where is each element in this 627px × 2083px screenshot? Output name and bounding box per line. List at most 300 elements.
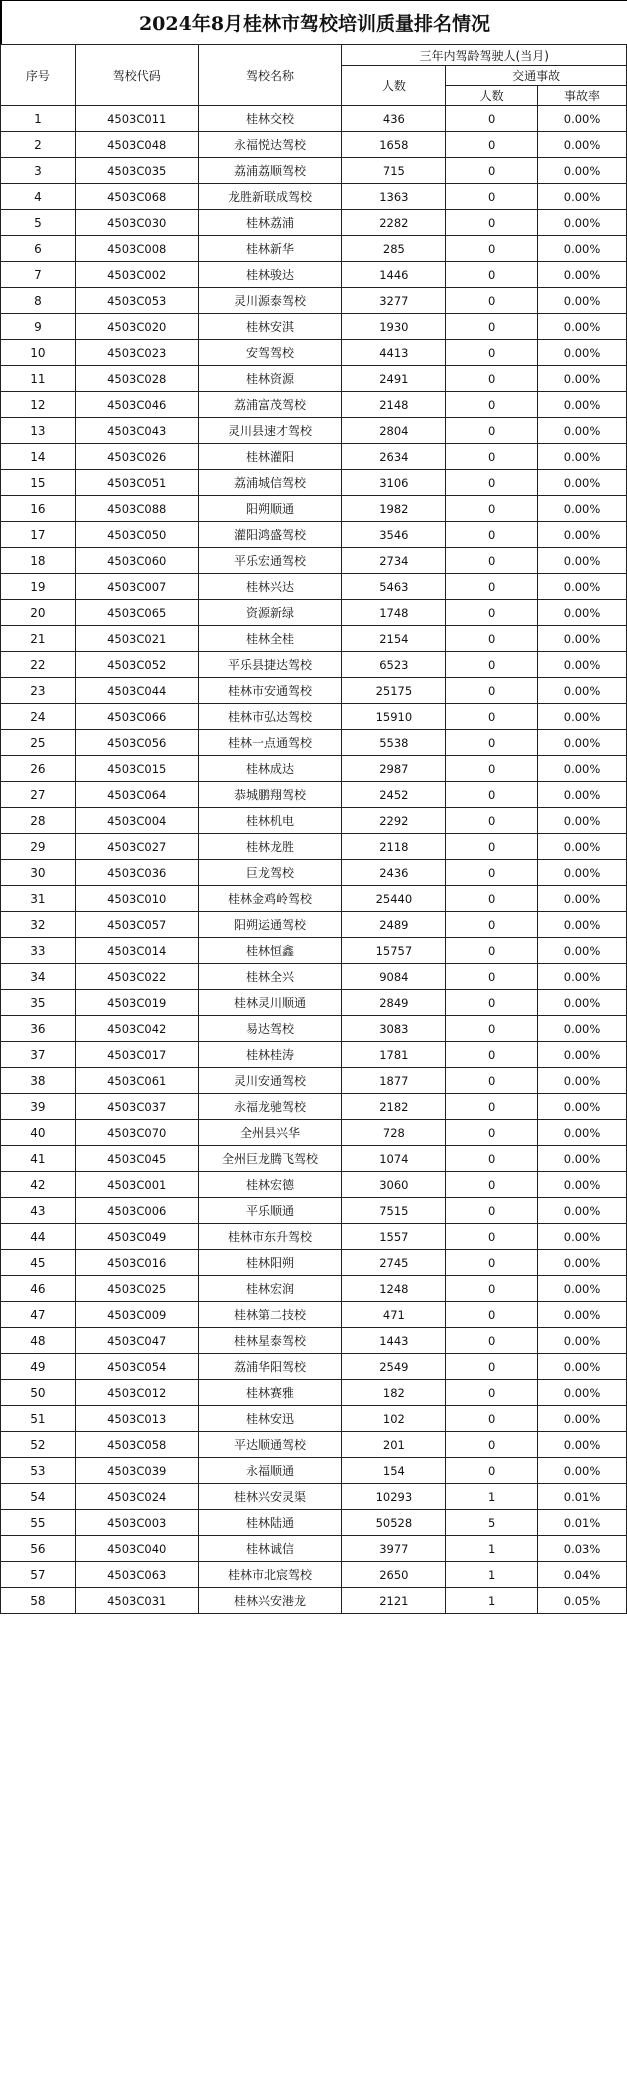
cell-acc-count: 0 [446,210,538,236]
cell-count: 10293 [342,1484,446,1510]
cell-count: 1446 [342,262,446,288]
table-row [1,1250,627,1276]
cell-code: 4503C044 [75,678,198,704]
cell-acc-rate: 0.00% [538,1016,627,1042]
cell-code: 4503C070 [75,1120,198,1146]
cell-count: 3977 [342,1536,446,1562]
cell-name: 桂林灌阳 [198,444,342,470]
cell-acc-count: 0 [446,652,538,678]
cell-name: 龙胜新联成驾校 [198,184,342,210]
cell-acc-count: 0 [446,366,538,392]
cell-name: 平达顺通驾校 [198,1432,342,1458]
table-row [1,600,627,626]
cell-name: 永福悦达驾校 [198,132,342,158]
cell-name: 荔浦荔顺驾校 [198,158,342,184]
cell-acc-rate: 0.00% [538,184,627,210]
cell-count: 7515 [342,1198,446,1224]
cell-count: 5463 [342,574,446,600]
cell-name: 桂林全兴 [198,964,342,990]
cell-seq: 18 [1,548,76,574]
cell-code: 4503C021 [75,626,198,652]
cell-name: 桂林荔浦 [198,210,342,236]
cell-name: 桂林赛雅 [198,1380,342,1406]
cell-count: 715 [342,158,446,184]
table-row [1,1042,627,1068]
cell-seq: 31 [1,886,76,912]
cell-seq: 14 [1,444,76,470]
cell-acc-rate: 0.00% [538,860,627,886]
cell-seq: 15 [1,470,76,496]
header-count: 人数 [342,66,446,106]
cell-acc-rate: 0.00% [538,1354,627,1380]
cell-count: 285 [342,236,446,262]
cell-count: 2148 [342,392,446,418]
cell-code: 4503C057 [75,912,198,938]
cell-seq: 43 [1,1198,76,1224]
table-row [1,860,627,886]
ranking-table [0,44,627,1614]
table-row [1,470,627,496]
cell-acc-count: 0 [446,262,538,288]
cell-acc-rate: 0.00% [538,912,627,938]
cell-seq: 47 [1,1302,76,1328]
cell-count: 3546 [342,522,446,548]
cell-acc-rate: 0.00% [538,1172,627,1198]
cell-code: 4503C050 [75,522,198,548]
cell-code: 4503C063 [75,1562,198,1588]
cell-count: 50528 [342,1510,446,1536]
cell-acc-count: 0 [446,1042,538,1068]
cell-acc-rate: 0.00% [538,210,627,236]
cell-name: 荔浦华阳驾校 [198,1354,342,1380]
cell-code: 4503C007 [75,574,198,600]
table-row [1,574,627,600]
cell-seq: 3 [1,158,76,184]
cell-name: 桂林市安通驾校 [198,678,342,704]
table-row [1,1302,627,1328]
cell-seq: 56 [1,1536,76,1562]
cell-name: 桂林市东升驾校 [198,1224,342,1250]
cell-acc-rate: 0.00% [538,522,627,548]
cell-seq: 35 [1,990,76,1016]
cell-name: 桂林阳朔 [198,1250,342,1276]
table-row [1,184,627,210]
cell-count: 2489 [342,912,446,938]
cell-acc-rate: 0.00% [538,1406,627,1432]
cell-count: 728 [342,1120,446,1146]
cell-code: 4503C004 [75,808,198,834]
cell-count: 2650 [342,1562,446,1588]
cell-code: 4503C020 [75,314,198,340]
table-row [1,1094,627,1120]
cell-name: 桂林兴安灵渠 [198,1484,342,1510]
header-acc-count: 人数 [446,86,538,106]
cell-acc-rate: 0.00% [538,1250,627,1276]
cell-acc-count: 0 [446,184,538,210]
cell-seq: 20 [1,600,76,626]
cell-acc-count: 0 [446,1224,538,1250]
cell-acc-count: 0 [446,860,538,886]
cell-acc-count: 0 [446,886,538,912]
cell-name: 桂林全桂 [198,626,342,652]
cell-acc-count: 0 [446,964,538,990]
cell-name: 桂林陆通 [198,1510,342,1536]
cell-acc-rate: 0.00% [538,808,627,834]
cell-name: 阳朔顺通 [198,496,342,522]
cell-seq: 19 [1,574,76,600]
cell-acc-count: 0 [446,1380,538,1406]
cell-acc-rate: 0.00% [538,782,627,808]
cell-name: 桂林安迅 [198,1406,342,1432]
cell-code: 4503C037 [75,1094,198,1120]
cell-seq: 38 [1,1068,76,1094]
cell-name: 桂林星泰驾校 [198,1328,342,1354]
table-row [1,262,627,288]
cell-code: 4503C045 [75,1146,198,1172]
cell-acc-rate: 0.00% [538,1042,627,1068]
cell-code: 4503C035 [75,158,198,184]
cell-name: 全州县兴华 [198,1120,342,1146]
table-row [1,1146,627,1172]
cell-acc-rate: 0.00% [538,236,627,262]
table-row [1,158,627,184]
cell-count: 471 [342,1302,446,1328]
cell-acc-count: 0 [446,522,538,548]
cell-seq: 12 [1,392,76,418]
cell-name: 平乐县捷达驾校 [198,652,342,678]
header-code: 驾校代码 [75,45,198,106]
cell-count: 2734 [342,548,446,574]
table-row [1,1354,627,1380]
cell-count: 2118 [342,834,446,860]
cell-code: 4503C012 [75,1380,198,1406]
cell-name: 桂林兴安港龙 [198,1588,342,1614]
cell-seq: 57 [1,1562,76,1588]
cell-code: 4503C047 [75,1328,198,1354]
cell-acc-count: 0 [446,1146,538,1172]
table-row [1,964,627,990]
cell-acc-count: 0 [446,678,538,704]
cell-name: 桂林金鸡岭驾校 [198,886,342,912]
cell-count: 5538 [342,730,446,756]
cell-count: 15910 [342,704,446,730]
cell-acc-rate: 0.00% [538,392,627,418]
cell-code: 4503C026 [75,444,198,470]
cell-seq: 34 [1,964,76,990]
cell-acc-count: 0 [446,574,538,600]
cell-seq: 28 [1,808,76,834]
cell-seq: 51 [1,1406,76,1432]
cell-name: 永福龙驰驾校 [198,1094,342,1120]
table-row [1,522,627,548]
table-row [1,548,627,574]
cell-acc-count: 0 [446,1198,538,1224]
cell-count: 1443 [342,1328,446,1354]
cell-acc-count: 0 [446,782,538,808]
cell-count: 3106 [342,470,446,496]
cell-seq: 50 [1,1380,76,1406]
cell-seq: 17 [1,522,76,548]
cell-count: 1557 [342,1224,446,1250]
cell-acc-count: 0 [446,938,538,964]
cell-count: 4413 [342,340,446,366]
table-row [1,1406,627,1432]
cell-seq: 9 [1,314,76,340]
cell-code: 4503C051 [75,470,198,496]
cell-acc-rate: 0.00% [538,626,627,652]
cell-count: 3277 [342,288,446,314]
cell-acc-count: 1 [446,1484,538,1510]
cell-acc-rate: 0.00% [538,1198,627,1224]
cell-acc-rate: 0.00% [538,678,627,704]
cell-seq: 53 [1,1458,76,1484]
table-row [1,782,627,808]
cell-acc-rate: 0.00% [538,418,627,444]
cell-name: 桂林新华 [198,236,342,262]
cell-count: 1248 [342,1276,446,1302]
table-row [1,1588,627,1614]
cell-code: 4503C049 [75,1224,198,1250]
table-row [1,1276,627,1302]
cell-code: 4503C068 [75,184,198,210]
cell-seq: 33 [1,938,76,964]
cell-code: 4503C065 [75,600,198,626]
cell-code: 4503C024 [75,1484,198,1510]
cell-acc-count: 0 [446,340,538,366]
table-row [1,444,627,470]
header-name: 驾校名称 [198,45,342,106]
cell-count: 2634 [342,444,446,470]
cell-code: 4503C040 [75,1536,198,1562]
cell-acc-rate: 0.00% [538,340,627,366]
cell-acc-count: 0 [446,1068,538,1094]
cell-seq: 23 [1,678,76,704]
cell-name: 桂林市弘达驾校 [198,704,342,730]
cell-seq: 37 [1,1042,76,1068]
cell-acc-rate: 0.00% [538,470,627,496]
cell-name: 桂林机电 [198,808,342,834]
cell-code: 4503C009 [75,1302,198,1328]
cell-acc-rate: 0.00% [538,756,627,782]
cell-name: 桂林一点通驾校 [198,730,342,756]
cell-code: 4503C013 [75,1406,198,1432]
table-row [1,1016,627,1042]
cell-code: 4503C066 [75,704,198,730]
cell-name: 全州巨龙腾飞驾校 [198,1146,342,1172]
cell-name: 桂林骏达 [198,262,342,288]
table-row [1,834,627,860]
cell-acc-rate: 0.00% [538,834,627,860]
table-row [1,938,627,964]
cell-acc-rate: 0.00% [538,496,627,522]
cell-name: 桂林灵川顺通 [198,990,342,1016]
cell-acc-count: 0 [446,626,538,652]
cell-count: 2987 [342,756,446,782]
cell-acc-count: 0 [446,1328,538,1354]
cell-name: 平乐宏通驾校 [198,548,342,574]
cell-acc-rate: 0.01% [538,1484,627,1510]
cell-code: 4503C046 [75,392,198,418]
cell-code: 4503C010 [75,886,198,912]
cell-acc-rate: 0.00% [538,1068,627,1094]
cell-seq: 42 [1,1172,76,1198]
cell-seq: 4 [1,184,76,210]
cell-acc-count: 0 [446,548,538,574]
table-row [1,1328,627,1354]
cell-seq: 29 [1,834,76,860]
table-row [1,392,627,418]
cell-acc-count: 0 [446,1432,538,1458]
cell-seq: 30 [1,860,76,886]
cell-acc-count: 0 [446,392,538,418]
cell-acc-count: 0 [446,1172,538,1198]
cell-acc-rate: 0.00% [538,548,627,574]
cell-code: 4503C015 [75,756,198,782]
table-row [1,288,627,314]
cell-seq: 11 [1,366,76,392]
cell-acc-rate: 0.00% [538,964,627,990]
cell-count: 2154 [342,626,446,652]
cell-seq: 48 [1,1328,76,1354]
table-row [1,886,627,912]
cell-acc-count: 0 [446,1120,538,1146]
cell-acc-count: 1 [446,1536,538,1562]
cell-acc-count: 0 [446,418,538,444]
cell-code: 4503C030 [75,210,198,236]
cell-acc-rate: 0.00% [538,574,627,600]
cell-acc-count: 0 [446,704,538,730]
cell-acc-rate: 0.00% [538,704,627,730]
table-row [1,730,627,756]
cell-acc-rate: 0.00% [538,886,627,912]
cell-seq: 25 [1,730,76,756]
cell-acc-count: 0 [446,314,538,340]
cell-count: 154 [342,1458,446,1484]
cell-count: 2292 [342,808,446,834]
cell-acc-count: 0 [446,1406,538,1432]
cell-acc-count: 0 [446,132,538,158]
table-body [1,106,627,1614]
table-row [1,1380,627,1406]
cell-count: 2452 [342,782,446,808]
cell-code: 4503C017 [75,1042,198,1068]
header-acc-rate: 事故率 [538,86,627,106]
cell-name: 桂林桂涛 [198,1042,342,1068]
cell-name: 桂林恒鑫 [198,938,342,964]
cell-acc-rate: 0.00% [538,1432,627,1458]
cell-count: 1930 [342,314,446,340]
cell-count: 25440 [342,886,446,912]
cell-count: 1363 [342,184,446,210]
cell-seq: 7 [1,262,76,288]
table-row [1,808,627,834]
cell-code: 4503C043 [75,418,198,444]
cell-acc-rate: 0.00% [538,990,627,1016]
table-row [1,314,627,340]
cell-name: 资源新绿 [198,600,342,626]
cell-acc-count: 0 [446,1094,538,1120]
cell-name: 桂林兴达 [198,574,342,600]
cell-seq: 45 [1,1250,76,1276]
table-header [1,45,627,106]
cell-acc-count: 1 [446,1562,538,1588]
cell-name: 灵川县速才驾校 [198,418,342,444]
table-row [1,1510,627,1536]
cell-seq: 1 [1,106,76,132]
cell-name: 巨龙驾校 [198,860,342,886]
cell-count: 2182 [342,1094,446,1120]
table-row [1,210,627,236]
cell-acc-count: 0 [446,600,538,626]
cell-seq: 44 [1,1224,76,1250]
cell-acc-count: 0 [446,288,538,314]
table-row [1,418,627,444]
cell-acc-rate: 0.00% [538,366,627,392]
table-row [1,756,627,782]
cell-name: 桂林第二技校 [198,1302,342,1328]
cell-acc-count: 0 [446,236,538,262]
table-row [1,1068,627,1094]
cell-count: 201 [342,1432,446,1458]
cell-name: 荔浦城信驾校 [198,470,342,496]
header-group: 三年内驾龄驾驶人(当月) [342,45,627,66]
cell-acc-rate: 0.00% [538,1146,627,1172]
cell-count: 1877 [342,1068,446,1094]
cell-code: 4503C016 [75,1250,198,1276]
cell-count: 2282 [342,210,446,236]
table-row [1,106,627,132]
table-row [1,1120,627,1146]
cell-acc-rate: 0.00% [538,938,627,964]
cell-seq: 55 [1,1510,76,1536]
cell-count: 1781 [342,1042,446,1068]
cell-acc-count: 0 [446,444,538,470]
cell-name: 平乐顺通 [198,1198,342,1224]
cell-acc-count: 1 [446,1588,538,1614]
cell-acc-rate: 0.00% [538,600,627,626]
cell-count: 15757 [342,938,446,964]
cell-acc-rate: 0.00% [538,1458,627,1484]
cell-count: 102 [342,1406,446,1432]
cell-code: 4503C061 [75,1068,198,1094]
cell-acc-count: 0 [446,158,538,184]
cell-code: 4503C036 [75,860,198,886]
cell-name: 灵川源泰驾校 [198,288,342,314]
cell-acc-count: 5 [446,1510,538,1536]
cell-acc-rate: 0.00% [538,106,627,132]
cell-code: 4503C003 [75,1510,198,1536]
cell-acc-rate: 0.00% [538,158,627,184]
cell-seq: 22 [1,652,76,678]
table-row [1,678,627,704]
table-row [1,912,627,938]
cell-seq: 13 [1,418,76,444]
table-row [1,626,627,652]
cell-name: 桂林安淇 [198,314,342,340]
table-row [1,1458,627,1484]
cell-acc-rate: 0.00% [538,1276,627,1302]
cell-count: 6523 [342,652,446,678]
cell-code: 4503C022 [75,964,198,990]
cell-count: 2436 [342,860,446,886]
cell-seq: 41 [1,1146,76,1172]
cell-acc-count: 0 [446,834,538,860]
cell-acc-count: 0 [446,1302,538,1328]
cell-seq: 5 [1,210,76,236]
cell-count: 1074 [342,1146,446,1172]
cell-seq: 16 [1,496,76,522]
cell-count: 436 [342,106,446,132]
